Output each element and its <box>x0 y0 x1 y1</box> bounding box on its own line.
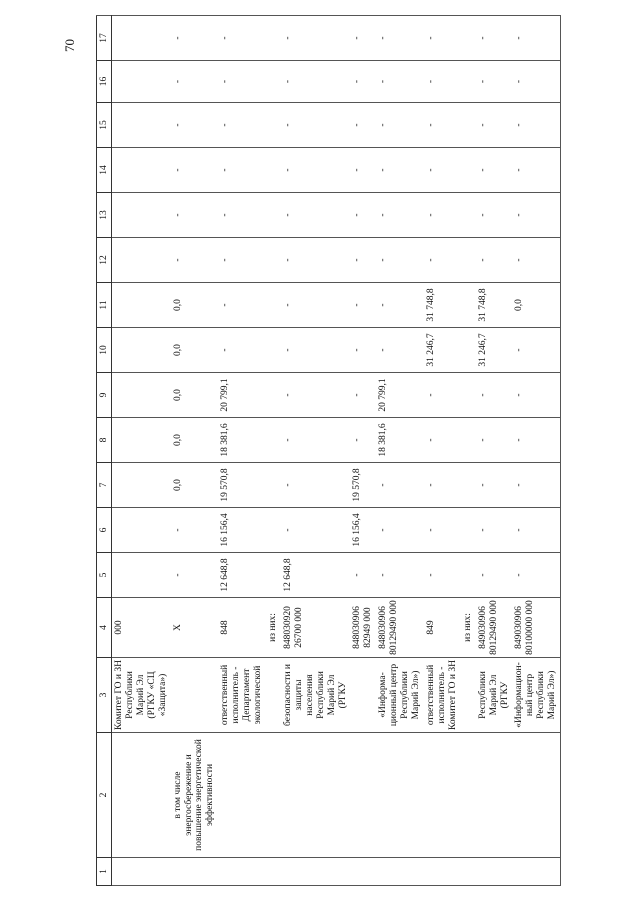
cell-col-17: - <box>218 16 266 61</box>
cell-col-17: - <box>512 16 560 61</box>
column-header-11: 11 <box>97 283 112 328</box>
cell-col-1 <box>461 858 476 886</box>
cell-col-11: 31 748,8 <box>476 283 513 328</box>
cell-col-7: - <box>476 463 513 508</box>
cell-col-13: - <box>476 193 513 238</box>
column-header-12: 12 <box>97 238 112 283</box>
cell-col-5: - <box>350 553 376 598</box>
cell-col-10 <box>266 328 281 373</box>
column-header-9: 9 <box>97 373 112 418</box>
cell-col-7 <box>112 463 171 508</box>
cell-col-13: - <box>281 193 351 238</box>
cell-col-5: - <box>512 553 560 598</box>
cell-col-17: - <box>350 16 376 61</box>
cell-col-11: 0,0 <box>512 283 560 328</box>
cell-col-15: - <box>171 103 219 148</box>
cell-col-10 <box>112 328 171 373</box>
column-header-2: 2 <box>97 733 112 858</box>
table-row <box>281 16 351 886</box>
cell-col-12: - <box>350 238 376 283</box>
cell-col-11 <box>112 283 171 328</box>
cell-col-12 <box>461 238 476 283</box>
cell-col-13: - <box>424 193 461 238</box>
table-row <box>171 16 219 886</box>
cell-col-14: - <box>350 148 376 193</box>
cell-col-4: из них: <box>266 598 281 658</box>
cell-col-5: - <box>376 553 424 598</box>
column-header-3: 3 <box>97 658 112 733</box>
cell-col-16: - <box>512 61 560 103</box>
cell-col-1 <box>281 858 351 886</box>
cell-col-3: Республики Марий Эл (РГКУ <box>476 658 513 733</box>
cell-col-8: 0,0 <box>171 418 219 463</box>
cell-col-10: 0,0 <box>171 328 219 373</box>
cell-col-2: в том числе энергосбережение и повышение энергетической эффективности <box>171 733 219 858</box>
column-header-1: 1 <box>97 858 112 886</box>
cell-col-3 <box>171 658 219 733</box>
cell-col-15: - <box>512 103 560 148</box>
cell-col-15 <box>266 103 281 148</box>
cell-col-17 <box>461 16 476 61</box>
cell-col-1 <box>218 858 266 886</box>
table-row <box>476 16 513 886</box>
table-row <box>424 16 461 886</box>
cell-col-16 <box>112 61 171 103</box>
table-row <box>112 16 171 886</box>
cell-col-9: - <box>512 373 560 418</box>
cell-col-15: - <box>476 103 513 148</box>
column-header-14: 14 <box>97 148 112 193</box>
cell-col-4: 849 <box>424 598 461 658</box>
cell-col-4: 848030906 80129490 000 <box>376 598 424 658</box>
cell-col-6: - <box>281 508 351 553</box>
cell-col-9: 0,0 <box>171 373 219 418</box>
column-header-8: 8 <box>97 418 112 463</box>
cell-col-14: - <box>512 148 560 193</box>
cell-col-8: - <box>512 418 560 463</box>
cell-col-7: - <box>424 463 461 508</box>
table-row <box>266 16 281 886</box>
cell-col-2 <box>281 733 351 858</box>
cell-col-15 <box>112 103 171 148</box>
cell-col-5 <box>112 553 171 598</box>
cell-col-9: - <box>350 373 376 418</box>
cell-col-16: - <box>376 61 424 103</box>
cell-col-4: 000 <box>112 598 171 658</box>
cell-col-9: 20 799,1 <box>376 373 424 418</box>
cell-col-17: - <box>424 16 461 61</box>
cell-col-12: - <box>476 238 513 283</box>
cell-col-11 <box>461 283 476 328</box>
cell-col-9: - <box>424 373 461 418</box>
cell-col-13 <box>266 193 281 238</box>
column-header-15: 15 <box>97 103 112 148</box>
cell-col-7: 19 570,8 <box>218 463 266 508</box>
cell-col-7: 0,0 <box>171 463 219 508</box>
table-row <box>376 16 424 886</box>
cell-col-7 <box>266 463 281 508</box>
cell-col-14 <box>266 148 281 193</box>
cell-col-10: - <box>218 328 266 373</box>
cell-col-3: ответственный исполнитель - Комитет ГО и ЗН <box>424 658 461 733</box>
cell-col-10: 31 246,7 <box>476 328 513 373</box>
cell-col-17 <box>112 16 171 61</box>
cell-col-16: - <box>171 61 219 103</box>
table-row <box>512 16 560 886</box>
cell-col-2 <box>512 733 560 858</box>
cell-col-1 <box>376 858 424 886</box>
cell-col-9: - <box>281 373 351 418</box>
cell-col-13: - <box>218 193 266 238</box>
cell-col-17: - <box>376 16 424 61</box>
cell-col-4: из них: <box>461 598 476 658</box>
cell-col-5: - <box>424 553 461 598</box>
cell-col-5: - <box>476 553 513 598</box>
cell-col-16 <box>266 61 281 103</box>
cell-col-1 <box>112 858 171 886</box>
cell-col-1 <box>424 858 461 886</box>
cell-col-2 <box>350 733 376 858</box>
cell-col-3 <box>461 658 476 733</box>
cell-col-1 <box>476 858 513 886</box>
cell-col-7: - <box>512 463 560 508</box>
cell-col-16: - <box>281 61 351 103</box>
cell-col-13: - <box>376 193 424 238</box>
cell-col-3: «Информа-ционный центр Республики Марий Эл») <box>376 658 424 733</box>
cell-col-6: - <box>476 508 513 553</box>
cell-col-1 <box>266 858 281 886</box>
cell-col-6: - <box>376 508 424 553</box>
cell-col-3: безопасности и защиты населения Республики Марий Эл (РГКУ <box>281 658 351 733</box>
cell-col-8: 18 381,6 <box>376 418 424 463</box>
cell-col-15: - <box>350 103 376 148</box>
cell-col-5: 12 648,8 <box>281 553 351 598</box>
column-header-16: 16 <box>97 61 112 103</box>
cell-col-6: - <box>424 508 461 553</box>
page-number: 70 <box>62 39 77 52</box>
cell-col-15 <box>461 103 476 148</box>
cell-col-8: - <box>476 418 513 463</box>
cell-col-8 <box>266 418 281 463</box>
cell-col-6: - <box>171 508 219 553</box>
column-header-10: 10 <box>97 328 112 373</box>
cell-col-11: - <box>376 283 424 328</box>
cell-col-10: 31 246,7 <box>424 328 461 373</box>
column-header-7: 7 <box>97 463 112 508</box>
cell-col-4: Х <box>171 598 219 658</box>
cell-col-3 <box>350 658 376 733</box>
cell-col-6 <box>112 508 171 553</box>
cell-col-1 <box>512 858 560 886</box>
cell-col-10: - <box>376 328 424 373</box>
cell-col-10: - <box>512 328 560 373</box>
cell-col-17: - <box>476 16 513 61</box>
cell-col-12: - <box>171 238 219 283</box>
cell-col-14 <box>461 148 476 193</box>
cell-col-9 <box>461 373 476 418</box>
cell-col-3: Комитет ГО и ЗН Республики Марий Эл (РГКУ «СЦ «Защита») <box>112 658 171 733</box>
cell-col-1 <box>171 858 219 886</box>
column-header-4: 4 <box>97 598 112 658</box>
cell-col-6: - <box>512 508 560 553</box>
cell-col-6 <box>266 508 281 553</box>
cell-col-12 <box>112 238 171 283</box>
cell-col-11: - <box>350 283 376 328</box>
cell-col-11: - <box>281 283 351 328</box>
cell-col-5: 12 648,8 <box>218 553 266 598</box>
cell-col-4: 848030906 82949 000 <box>350 598 376 658</box>
cell-col-14: - <box>376 148 424 193</box>
cell-col-7 <box>461 463 476 508</box>
cell-col-4: 848 <box>218 598 266 658</box>
cell-col-9: 20 799,1 <box>218 373 266 418</box>
column-header-5: 5 <box>97 553 112 598</box>
cell-col-10: - <box>281 328 351 373</box>
cell-col-8: - <box>350 418 376 463</box>
rotated-page <box>96 33 616 886</box>
cell-col-8: 18 381,6 <box>218 418 266 463</box>
cell-col-13 <box>461 193 476 238</box>
cell-col-8 <box>112 418 171 463</box>
cell-col-11 <box>266 283 281 328</box>
cell-col-16: - <box>424 61 461 103</box>
cell-col-2 <box>376 733 424 858</box>
cell-col-12 <box>266 238 281 283</box>
cell-col-11: 0,0 <box>171 283 219 328</box>
cell-col-6: 16 156,4 <box>350 508 376 553</box>
cell-col-14: - <box>281 148 351 193</box>
cell-col-17 <box>266 16 281 61</box>
cell-col-14: - <box>171 148 219 193</box>
cell-col-12: - <box>512 238 560 283</box>
cell-col-14: - <box>218 148 266 193</box>
cell-col-7: - <box>376 463 424 508</box>
cell-col-2 <box>112 733 171 858</box>
cell-col-6 <box>461 508 476 553</box>
cell-col-16 <box>461 61 476 103</box>
cell-col-5: - <box>171 553 219 598</box>
cell-col-7: - <box>281 463 351 508</box>
cell-col-13 <box>112 193 171 238</box>
cell-col-10 <box>461 328 476 373</box>
cell-col-8: - <box>424 418 461 463</box>
cell-col-15: - <box>218 103 266 148</box>
cell-col-12: - <box>424 238 461 283</box>
cell-col-2 <box>461 733 476 858</box>
cell-col-17: - <box>281 16 351 61</box>
cell-col-13: - <box>512 193 560 238</box>
column-header-17: 17 <box>97 16 112 61</box>
budget-table <box>96 15 561 886</box>
cell-col-9: - <box>476 373 513 418</box>
cell-col-14 <box>112 148 171 193</box>
cell-col-5 <box>266 553 281 598</box>
cell-col-4: 849030906 80100000 000 <box>512 598 560 658</box>
cell-col-13: - <box>350 193 376 238</box>
cell-col-16: - <box>350 61 376 103</box>
cell-col-1 <box>350 858 376 886</box>
cell-col-7: 19 570,8 <box>350 463 376 508</box>
cell-col-8: - <box>281 418 351 463</box>
cell-col-9 <box>112 373 171 418</box>
cell-col-5 <box>461 553 476 598</box>
cell-col-15: - <box>376 103 424 148</box>
cell-col-17: - <box>171 16 219 61</box>
column-header-13: 13 <box>97 193 112 238</box>
cell-col-11: - <box>218 283 266 328</box>
cell-col-3: «Информацион-ный центр Республики Марий Эл») <box>512 658 560 733</box>
cell-col-2 <box>218 733 266 858</box>
cell-col-12: - <box>218 238 266 283</box>
cell-col-13: - <box>171 193 219 238</box>
cell-col-14: - <box>476 148 513 193</box>
table-body <box>112 16 561 886</box>
cell-col-4: 848030920 26700 000 <box>281 598 351 658</box>
table-row <box>350 16 376 886</box>
cell-col-11: 31 748,8 <box>424 283 461 328</box>
cell-col-16: - <box>218 61 266 103</box>
cell-col-4: 849030906 80129490 000 <box>476 598 513 658</box>
cell-col-15: - <box>281 103 351 148</box>
table-row <box>461 16 476 886</box>
cell-col-9 <box>266 373 281 418</box>
cell-col-12: - <box>281 238 351 283</box>
cell-col-3: ответственный исполнитель - Департамент экологической <box>218 658 266 733</box>
table-row <box>218 16 266 886</box>
cell-col-8 <box>461 418 476 463</box>
cell-col-3 <box>266 658 281 733</box>
cell-col-6: 16 156,4 <box>218 508 266 553</box>
cell-col-15: - <box>424 103 461 148</box>
cell-col-2 <box>266 733 281 858</box>
column-header-6: 6 <box>97 508 112 553</box>
cell-col-14: - <box>424 148 461 193</box>
cell-col-2 <box>476 733 513 858</box>
cell-col-10: - <box>350 328 376 373</box>
cell-col-16: - <box>476 61 513 103</box>
cell-col-12: - <box>376 238 424 283</box>
column-number-header <box>97 16 112 886</box>
cell-col-2 <box>424 733 461 858</box>
